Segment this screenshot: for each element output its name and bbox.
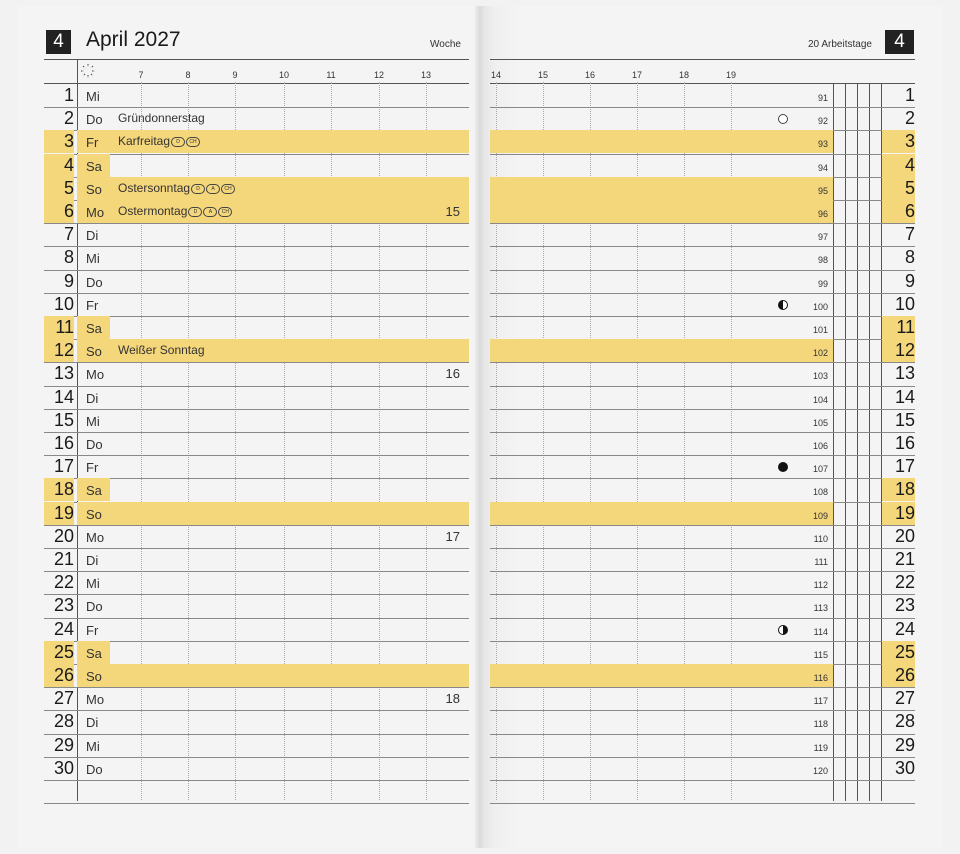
day-number-right: 13: [894, 363, 915, 384]
day-number: 10: [53, 293, 74, 314]
hour-label: 13: [420, 70, 431, 80]
row-rule-right: [490, 618, 915, 619]
week-number: 16: [445, 366, 460, 382]
hour-label: 16: [584, 70, 595, 80]
highlight-row-left: [77, 664, 469, 687]
month-title: April 2027: [86, 28, 181, 51]
weekday-label: Mo: [86, 529, 105, 545]
hour-label: 17: [631, 70, 642, 80]
weekday-label: Mo: [86, 367, 105, 383]
holiday-name: Weißer Sonntag: [118, 343, 205, 358]
country-badge: D: [188, 207, 202, 217]
day-of-year: 92: [817, 116, 828, 127]
day-number-right: 8: [904, 247, 915, 268]
row-rule-left: [44, 293, 469, 294]
day-of-year: 97: [817, 232, 828, 243]
country-badge: D: [171, 137, 185, 147]
day-of-year: 99: [817, 278, 828, 289]
day-number-right: 1: [904, 85, 915, 105]
country-badge: D: [191, 184, 205, 194]
day-number: 2: [63, 108, 74, 129]
day-number-right: 26: [882, 664, 915, 687]
day-number: 20: [53, 525, 74, 546]
day-number-right: 22: [894, 572, 915, 593]
day-number: 9: [63, 270, 74, 291]
day-number-right: 6: [882, 200, 915, 223]
week-label: Woche: [430, 39, 461, 50]
row-rule-right: [490, 154, 915, 155]
highlight-row-right: [490, 664, 833, 687]
row-rule-right: [490, 710, 915, 711]
day-number: 19: [44, 502, 74, 525]
row-rule-right: [490, 107, 915, 108]
weekday-label: Do: [86, 599, 103, 615]
day-number-right: 20: [894, 525, 915, 546]
row-rule-left: [44, 362, 469, 363]
day-number-right: 27: [894, 688, 915, 709]
row-rule-left: [44, 409, 469, 410]
day-number: 22: [53, 572, 74, 593]
row-rule-right: [490, 316, 915, 317]
holiday-name: Ostersonntag: [118, 180, 191, 195]
day-number-right: 15: [894, 409, 915, 430]
holiday-label: [118, 130, 200, 153]
highlight-row-left: [77, 502, 469, 525]
check-column-rule: [869, 84, 870, 801]
holiday-name: Gründonnerstag: [118, 111, 205, 126]
day-number: 3: [44, 130, 74, 153]
weekday-label: Di: [86, 553, 99, 568]
day-of-year: 102: [812, 348, 828, 359]
weekday-label: Mi: [86, 251, 100, 267]
day-number-right: 9: [904, 270, 915, 291]
day-number: 30: [53, 757, 74, 778]
highlight-row-right: [490, 339, 833, 362]
day-number: 1: [63, 85, 74, 105]
row-rule-right: [490, 571, 915, 572]
book-gutter: [475, 6, 485, 848]
row-rule-right: [490, 757, 915, 758]
highlight-row-right: [490, 177, 833, 200]
day-number-right: 7: [904, 224, 915, 245]
row-rule-right: [490, 780, 915, 781]
day-of-year: 103: [812, 371, 828, 382]
day-number-right: 5: [882, 177, 915, 200]
bottom-rule-left: [44, 803, 469, 804]
row-rule-left: [44, 780, 469, 781]
day-number-right: 21: [894, 549, 915, 569]
hour-label: 8: [185, 70, 191, 80]
day-number: 8: [63, 247, 74, 268]
day-of-year: 108: [812, 487, 828, 498]
day-number-right: 19: [882, 502, 915, 525]
check-column-rule: [845, 84, 846, 801]
row-rule-left: [44, 594, 469, 595]
row-rule-right: [490, 478, 915, 479]
day-of-year: 111: [814, 557, 828, 567]
row-rule-right: [490, 432, 915, 433]
row-rule-left: [44, 455, 469, 456]
day-number-right: 30: [894, 757, 915, 778]
day-of-year: 106: [812, 441, 828, 451]
check-column-rule: [833, 84, 834, 801]
hour-label: 9: [232, 70, 238, 80]
hour-label: 18: [678, 70, 689, 80]
day-number-right: 25: [882, 641, 915, 664]
day-number-right: 24: [894, 618, 915, 639]
month-number-left: 4: [46, 30, 71, 54]
weekday-label: Fr: [86, 622, 99, 638]
week-number: 15: [445, 204, 460, 219]
day-number-right: 17: [894, 456, 915, 477]
row-rule-right: [490, 223, 915, 224]
row-rule-right: [490, 525, 915, 526]
day-number: 12: [44, 339, 74, 362]
day-of-year: 94: [817, 162, 828, 173]
day-number: 13: [53, 363, 74, 384]
day-number-right: 2: [904, 108, 915, 129]
day-of-year: 98: [817, 255, 828, 266]
day-number: 26: [44, 664, 74, 687]
row-rule-right: [490, 362, 915, 363]
day-of-year: 119: [813, 742, 828, 753]
row-rule-right: [490, 548, 915, 549]
day-of-year: 114: [813, 626, 828, 637]
weekday-label: Mi: [86, 576, 100, 592]
row-rule-left: [44, 270, 469, 271]
day-of-year: 118: [813, 719, 828, 730]
row-rule-left: [44, 386, 469, 387]
day-of-year: 100: [812, 301, 828, 312]
day-number: 28: [53, 711, 74, 732]
row-rule-right: [490, 293, 915, 294]
day-number: 27: [53, 688, 74, 709]
weekday-label: Mo: [86, 205, 105, 220]
row-rule-right: [490, 734, 915, 735]
day-of-year: 112: [813, 580, 828, 591]
day-number: 25: [44, 641, 74, 664]
day-number-right: 3: [882, 130, 915, 153]
hour-label: 15: [537, 70, 548, 80]
day-number: 6: [44, 200, 74, 223]
week-number: 17: [445, 528, 460, 544]
hour-label: 7: [138, 70, 144, 80]
day-number: 15: [53, 409, 74, 430]
row-rule-right: [490, 246, 915, 247]
weekday-label: Fr: [86, 135, 99, 151]
day-number: 11: [44, 316, 74, 339]
highlight-row-right: [490, 502, 833, 525]
row-rule-right: [490, 270, 915, 271]
highlight-row-right: [490, 130, 833, 153]
day-number: 16: [53, 433, 74, 453]
day-number-right: 4: [882, 154, 915, 177]
day-number: 4: [44, 154, 74, 177]
weekday-label: Mi: [86, 738, 100, 754]
weekday-label: Di: [86, 390, 99, 406]
weekday-label: Di: [86, 715, 99, 731]
row-rule-left: [44, 687, 469, 688]
weekday-label: Fr: [86, 297, 99, 313]
moon-phase-icon: [778, 625, 788, 635]
weekday-label: Mo: [86, 692, 105, 708]
row-rule-left: [44, 525, 469, 526]
holiday-label: [118, 339, 205, 362]
day-of-year: 107: [812, 464, 828, 475]
row-rule-left: [44, 107, 469, 108]
hour-label: 19: [725, 70, 736, 80]
row-rule-right: [490, 455, 915, 456]
row-rule-left: [44, 548, 469, 549]
row-rule-left: [44, 571, 469, 572]
weekday-label: So: [86, 506, 102, 522]
weekday-label: Do: [86, 437, 103, 452]
day-number: 24: [53, 618, 74, 639]
day-of-year: 117: [813, 696, 828, 707]
day-of-year: 120: [812, 765, 828, 776]
country-badge: CH: [186, 137, 200, 147]
holiday-label: [118, 177, 235, 200]
day-of-year: 91: [817, 93, 828, 103]
weekday-label: Sa: [86, 483, 102, 499]
holiday-label: [118, 107, 205, 130]
day-of-year: 95: [817, 185, 828, 196]
day-number: 7: [63, 224, 74, 245]
day-number-right: 12: [882, 339, 915, 362]
day-of-year: 105: [812, 417, 828, 428]
row-rule-left: [44, 757, 469, 758]
weekday-label: Do: [86, 112, 103, 128]
day-number-right: 28: [894, 711, 915, 732]
holiday-name: Ostermontag: [118, 204, 188, 218]
moon-phase-icon: [778, 300, 788, 310]
row-rule-left: [44, 734, 469, 735]
day-number: 5: [44, 177, 74, 200]
day-of-year: 93: [817, 139, 828, 150]
weekday-label: Di: [86, 228, 99, 244]
country-badge: CH: [218, 207, 232, 217]
row-rule-left: [44, 246, 469, 247]
month-number-right: 4: [885, 30, 914, 54]
holiday-name: Karfreitag: [118, 134, 171, 149]
row-rule-right: [490, 687, 915, 688]
hour-label: 12: [373, 70, 384, 80]
row-rule-left: [44, 432, 469, 433]
row-rule-right: [490, 641, 915, 642]
day-of-year: 96: [817, 209, 828, 219]
weekday-label: So: [86, 669, 102, 684]
weekday-label: Mi: [86, 413, 100, 429]
day-number-right: 23: [894, 595, 915, 616]
day-of-year: 113: [813, 603, 828, 614]
day-number: 21: [53, 549, 74, 569]
day-number-right: 11: [882, 316, 915, 339]
weekday-label: Mi: [86, 89, 100, 104]
day-number: 23: [53, 595, 74, 616]
day-number-right: 18: [882, 478, 915, 501]
day-number: 17: [53, 456, 74, 477]
hours-rule-left: [44, 83, 469, 84]
day-number: 29: [53, 734, 74, 755]
day-number: 14: [53, 386, 74, 407]
hours-rule-right: [490, 83, 915, 84]
hour-label: 11: [326, 70, 336, 80]
weekday-label: So: [86, 344, 102, 360]
bottom-rule-right: [490, 803, 915, 804]
day-of-year: 115: [813, 649, 828, 660]
header-rule-left: [44, 59, 469, 60]
day-of-year: 101: [812, 325, 828, 335]
header-rule-right: [490, 59, 915, 60]
row-rule-left: [44, 710, 469, 711]
country-badge: A: [203, 207, 217, 217]
day-number-right: 10: [894, 293, 915, 314]
country-badge: CH: [221, 184, 235, 194]
weekday-label: So: [86, 181, 102, 197]
day-number-right: 16: [894, 433, 915, 453]
country-badge: A: [206, 184, 220, 194]
weekday-label: Fr: [86, 460, 99, 476]
day-number-right: 14: [894, 386, 915, 407]
weekday-label: Do: [86, 274, 103, 290]
weekday-label: Sa: [86, 158, 102, 174]
day-of-year: 116: [813, 673, 828, 683]
holiday-label: [118, 200, 232, 223]
hour-label: 14: [490, 70, 501, 80]
row-rule-left: [44, 618, 469, 619]
row-rule-right: [490, 386, 915, 387]
week-number: 18: [445, 691, 460, 707]
day-number: 18: [44, 478, 74, 501]
workdays-label: 20 Arbeitstage: [808, 39, 872, 50]
row-rule-right: [490, 409, 915, 410]
hour-label: 10: [278, 70, 289, 80]
row-rule-left: [44, 223, 469, 224]
weekday-label: Sa: [86, 321, 102, 336]
day-number-right: 29: [894, 734, 915, 755]
day-of-year: 104: [812, 394, 828, 405]
day-of-year: 109: [812, 510, 828, 521]
highlight-row-right: [490, 200, 833, 223]
check-column-rule: [857, 84, 858, 801]
row-rule-right: [490, 594, 915, 595]
day-of-year: 110: [813, 533, 828, 544]
sunrise-icon: [80, 63, 96, 79]
weekday-label: Sa: [86, 645, 102, 661]
weekday-label: Do: [86, 761, 103, 777]
